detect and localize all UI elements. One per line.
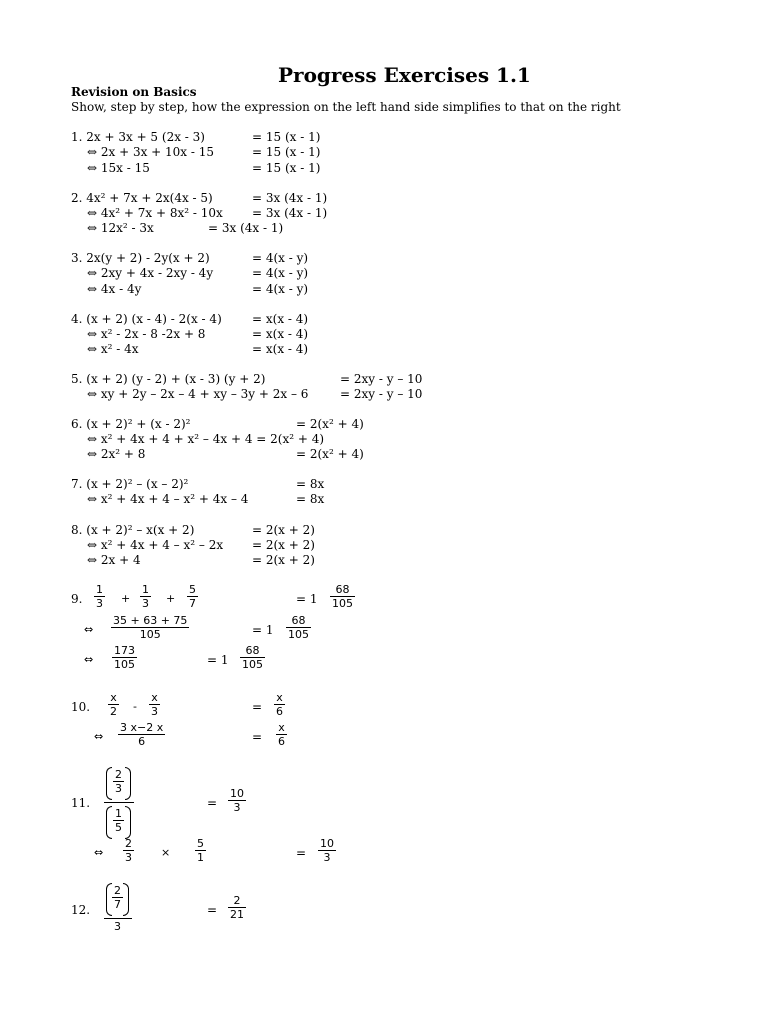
exercise-3-line-2-right: = 4(x - y)	[252, 266, 309, 280]
exercise-11-inner-bottom-denominator: 5	[115, 821, 122, 834]
exercise-3-line-2-left: ⇔ 2xy + 4x - 2xy - 4y	[87, 266, 214, 280]
exercise-10-fraction-2	[149, 691, 160, 718]
exercise-4-line-2-left: ⇔ x² - 2x - 8 -2x + 8	[87, 327, 206, 341]
exercise-4-line-3-left: ⇔ x² - 4x	[87, 342, 139, 356]
exercise-8-line-3-left: ⇔ 2x + 4	[87, 553, 141, 567]
exercise-9-fraction-2-denominator: 3	[142, 597, 149, 610]
exercise-11-result-2	[318, 837, 336, 864]
exercise-10-fraction-2-numerator: x	[151, 691, 158, 704]
exercise-6-line-3-left: ⇔ 2x² + 8	[87, 447, 146, 461]
exercise-11-inner-top-denominator: 3	[115, 782, 122, 795]
exercise-11-times: ×	[161, 846, 171, 859]
exercise-10-fraction-1-numerator: x	[110, 691, 117, 704]
exercise-11-equals-2: =	[296, 846, 307, 860]
exercise-12-result-1-numerator: 2	[233, 894, 241, 907]
exercise-11-result-1-numerator: 10	[230, 787, 244, 800]
exercise-9-fraction-2	[140, 583, 151, 610]
exercise-9-fraction-3-denominator: 7	[189, 597, 196, 610]
exercise-12-denominator: 3	[114, 920, 121, 933]
exercise-3-line-1-right: = 4(x - y)	[252, 251, 309, 265]
exercise-9-plus-2: +	[166, 592, 176, 605]
exercise-9-fraction-1	[94, 583, 105, 610]
exercise-12-result-1	[228, 894, 246, 921]
exercise-10-fraction-1	[108, 691, 119, 718]
exercise-9-step-3-fraction	[112, 644, 137, 671]
exercise-11-equals-1: =	[207, 796, 218, 810]
main-fraction-bar	[104, 802, 134, 803]
exercise-12-result-1-denominator: 21	[230, 908, 244, 921]
exercise-11-step-2-fraction-b	[195, 837, 206, 864]
exercise-10-result-2	[276, 721, 287, 748]
exercise-9-step-2-denominator: 105	[139, 628, 161, 641]
exercise-12-number: 12.	[71, 903, 91, 917]
exercise-9-result-3-numerator: 68	[245, 644, 260, 657]
exercise-11-result-1	[228, 787, 246, 814]
exercise-10-result-1	[274, 691, 285, 718]
exercise-9-number: 9.	[71, 592, 83, 606]
exercise-11-inner-bottom-numerator: 1	[115, 807, 122, 820]
exercise-11-result-2-denominator: 3	[323, 851, 331, 864]
exercise-9-result-2-numerator: 68	[291, 614, 306, 627]
exercise-12-inner-denominator: 7	[114, 898, 121, 911]
exercise-10-fraction-2-denominator: 3	[151, 705, 158, 718]
exercise-3-line-1-left: 3. 2x(y + 2) - 2y(x + 2)	[71, 251, 210, 265]
exercise-7-line-2-right: = 8x	[296, 492, 325, 506]
exercise-9-fraction-1-denominator: 3	[96, 597, 103, 610]
exercise-11-inner-top-numerator: 2	[115, 768, 122, 781]
exercise-8-line-1-left: 8. (x + 2)² – x(x + 2)	[71, 523, 195, 537]
exercise-11-step-2-fraction-b-denominator: 1	[197, 851, 204, 864]
exercise-8-line-2-left: ⇔ x² + 4x + 4 – x² – 2x	[87, 538, 224, 552]
exercise-7-line-1-left: 7. (x + 2)² – (x – 2)²	[71, 477, 189, 491]
right-paren	[125, 767, 131, 800]
exercise-10-minus: -	[133, 700, 137, 713]
left-paren	[106, 806, 112, 839]
exercise-12-equals-1: =	[207, 903, 218, 917]
exercise-9-result-1	[330, 583, 355, 610]
main-fraction-bar	[104, 918, 132, 919]
exercise-9-arrow-2: ⇔	[84, 623, 94, 636]
instructions-text: Show, step by step, how the expression on the left hand side simplifies to that on the right	[71, 100, 621, 114]
exercise-9-plus-1: +	[121, 592, 131, 605]
exercise-6-line-2: ⇔ x² + 4x + 4 + x² – 4x + 4 = 2(x² + 4)	[87, 432, 325, 446]
exercise-9-step-2-numerator: 35 + 63 + 75	[113, 614, 188, 627]
exercise-9-step-2-fraction	[111, 614, 189, 641]
exercise-10-arrow-2: ⇔	[94, 730, 104, 743]
exercise-2-line-1-right: = 3x (4x - 1)	[252, 191, 328, 205]
exercise-2-line-1-left: 2. 4x² + 7x + 2x(4x - 5)	[71, 191, 213, 205]
exercise-1-line-3-left: ⇔ 15x - 15	[87, 161, 150, 175]
exercise-2-line-2-left: ⇔ 4x² + 7x + 8x² - 10x	[87, 206, 223, 220]
exercise-8-line-1-right: = 2(x + 2)	[252, 523, 315, 537]
exercise-9-result-2-denominator: 105	[288, 628, 309, 641]
exercise-11-compound-fraction	[104, 767, 134, 839]
exercise-2-line-3-right: = 3x (4x - 1)	[208, 221, 284, 235]
exercise-11-arrow-2: ⇔	[94, 846, 104, 859]
exercise-1-line-1-left: 1. 2x + 3x + 5 (2x - 3)	[71, 130, 205, 144]
exercise-9-result-3-denominator: 105	[242, 658, 263, 671]
exercise-10-result-1-numerator: x	[276, 691, 283, 704]
exercise-10-result-2-numerator: x	[278, 721, 285, 734]
exercise-9-fraction-3-numerator: 5	[189, 583, 196, 596]
exercise-11-inner-bottom	[113, 807, 124, 834]
exercise-12-inner-numerator: 2	[114, 884, 121, 897]
section-heading: Revision on Basics	[71, 85, 197, 99]
exercise-10-step-2-numerator: 3 x−2 x	[120, 721, 164, 734]
exercise-9-step-3-denominator: 105	[114, 658, 135, 671]
exercise-6-line-1-left: 6. (x + 2)² + (x - 2)²	[71, 417, 191, 431]
left-paren	[106, 767, 112, 800]
exercise-9-equals-3: = 1	[207, 653, 229, 667]
exercise-2-line-2-right: = 3x (4x - 1)	[252, 206, 328, 220]
exercise-5-line-1-right: = 2xy - y – 10	[340, 372, 423, 386]
exercise-5-line-2-left: ⇔ xy + 2y – 2x – 4 + xy – 3y + 2x – 6	[87, 387, 309, 401]
exercise-5-line-1-left: 5. (x + 2) (y - 2) + (x - 3) (y + 2)	[71, 372, 266, 386]
exercise-7-line-2-left: ⇔ x² + 4x + 4 – x² + 4x – 4	[87, 492, 249, 506]
exercise-6-line-3-right: = 2(x² + 4)	[296, 447, 364, 461]
exercise-9-equals-2: = 1	[252, 623, 274, 637]
exercise-4-line-2-right: = x(x - 4)	[252, 327, 309, 341]
exercise-10-number: 10.	[71, 700, 91, 714]
exercise-1-line-3-right: = 15 (x - 1)	[252, 161, 321, 175]
exercise-4-line-1-right: = x(x - 4)	[252, 312, 309, 326]
exercise-11-result-1-denominator: 3	[233, 801, 241, 814]
exercise-2-line-3-left: ⇔ 12x² - 3x	[87, 221, 154, 235]
exercise-10-result-1-denominator: 6	[276, 705, 283, 718]
right-paren	[123, 883, 129, 916]
exercise-10-equals-2: =	[252, 730, 263, 744]
exercise-9-result-1-denominator: 105	[332, 597, 353, 610]
exercise-11-step-2-fraction-a	[123, 837, 134, 864]
exercise-7-line-1-right: = 8x	[296, 477, 325, 491]
exercise-1-line-1-right: = 15 (x - 1)	[252, 130, 321, 144]
exercise-12-compound-fraction	[104, 883, 132, 935]
exercise-9-result-1-numerator: 68	[335, 583, 350, 596]
exercise-5-line-2-right: = 2xy - y – 10	[340, 387, 423, 401]
exercise-12-inner	[112, 884, 123, 911]
exercise-11-result-2-numerator: 10	[320, 837, 334, 850]
exercise-11-step-2-fraction-a-denominator: 3	[125, 851, 132, 864]
exercise-4-line-3-right: = x(x - 4)	[252, 342, 309, 356]
exercise-11-inner-top	[113, 768, 124, 795]
exercise-11-step-2-fraction-b-numerator: 5	[197, 837, 204, 850]
exercise-10-step-2-denominator: 6	[138, 735, 146, 748]
exercise-9-step-3-numerator: 173	[114, 644, 135, 657]
exercise-4-line-1-left: 4. (x + 2) (x - 4) - 2(x - 4)	[71, 312, 222, 326]
exercise-9-result-3	[240, 644, 265, 671]
exercise-11-number: 11.	[71, 796, 91, 810]
exercise-9-fraction-1-numerator: 1	[96, 583, 103, 596]
exercise-10-fraction-1-denominator: 2	[110, 705, 117, 718]
exercise-10-step-2-fraction	[118, 721, 165, 748]
exercise-10-result-2-denominator: 6	[278, 735, 285, 748]
exercise-9-fraction-3	[187, 583, 198, 610]
exercise-9-arrow-3: ⇔	[84, 653, 94, 666]
exercise-10-equals-1: =	[252, 700, 263, 714]
right-paren	[125, 806, 131, 839]
exercise-11-step-2-fraction-a-numerator: 2	[125, 837, 132, 850]
exercise-9-fraction-2-numerator: 1	[142, 583, 149, 596]
exercise-1-line-2-right: = 15 (x - 1)	[252, 145, 321, 159]
exercise-3-line-3-left: ⇔ 4x - 4y	[87, 282, 142, 296]
exercise-8-line-2-right: = 2(x + 2)	[252, 538, 315, 552]
exercise-8-line-3-right: = 2(x + 2)	[252, 553, 315, 567]
exercise-1-line-2-left: ⇔ 2x + 3x + 10x - 15	[87, 145, 215, 159]
exercise-9-result-2	[286, 614, 311, 641]
exercise-6-line-1-right: = 2(x² + 4)	[296, 417, 364, 431]
exercise-9-equals-1: = 1	[296, 592, 318, 606]
page-title: Progress Exercises 1.1	[278, 63, 531, 87]
exercise-3-line-3-right: = 4(x - y)	[252, 282, 309, 296]
